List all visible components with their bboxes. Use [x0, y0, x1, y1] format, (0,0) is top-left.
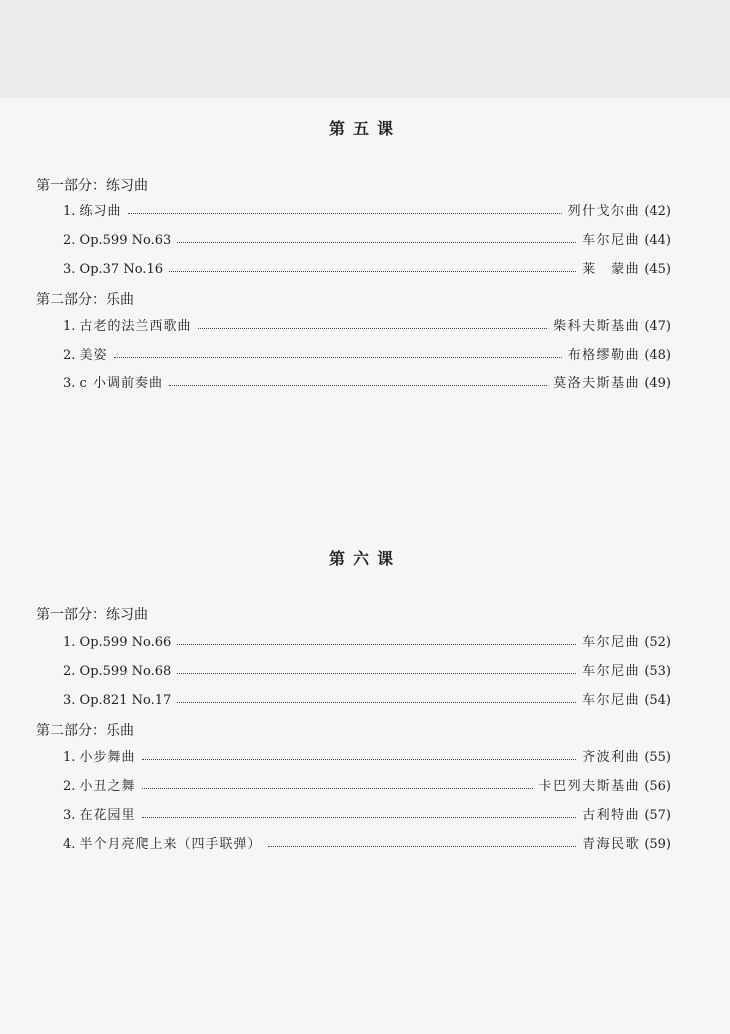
entry-number: 2. — [63, 348, 76, 363]
entry-page: (52) — [644, 635, 671, 650]
entry-title: Op.821 No.17 — [79, 693, 172, 708]
leader-dots — [114, 357, 562, 358]
leader-dots — [177, 644, 576, 645]
entry-number: 1. — [63, 635, 76, 650]
toc-entry[interactable] — [63, 804, 671, 824]
leader-dots — [177, 242, 576, 243]
toc-entry[interactable] — [63, 631, 671, 651]
entry-title: 半个月亮爬上来（四手联弹） — [79, 837, 262, 852]
entry-title: Op.599 No.66 — [79, 635, 172, 650]
entry-title: 古老的法兰西歌曲 — [79, 319, 192, 334]
entry-page: (53) — [644, 664, 671, 679]
entry-title: 练习曲 — [79, 204, 122, 219]
entry-number: 1. — [63, 319, 76, 334]
entry-composer: 柴科夫斯基曲 — [553, 319, 641, 334]
entry-page: (55) — [644, 750, 671, 765]
entry-composer: 列什戈尔曲 — [567, 204, 641, 219]
entry-composer: 卡巴列夫斯基曲 — [538, 779, 641, 794]
entry-page: (59) — [644, 837, 671, 852]
entry-page: (54) — [644, 693, 671, 708]
entry-number: 1. — [63, 204, 76, 219]
leader-dots — [169, 385, 547, 386]
entry-page: (48) — [644, 348, 671, 363]
leader-dots — [268, 846, 577, 847]
entry-composer: 车尔尼曲 — [582, 664, 641, 679]
entry-number: 3. — [63, 376, 76, 391]
section-heading: 第一部分：练习曲 — [36, 607, 148, 623]
entry-number: 3. — [63, 808, 76, 823]
toc-entry[interactable] — [63, 833, 671, 853]
toc-entry[interactable] — [63, 689, 671, 709]
entry-composer: 布格缪勒曲 — [567, 348, 641, 363]
entry-composer: 车尔尼曲 — [582, 693, 641, 708]
entry-number: 4. — [63, 837, 76, 852]
entry-page: (57) — [644, 808, 671, 823]
section-heading: 第二部分：乐曲 — [36, 292, 134, 308]
entry-number: 2. — [63, 664, 76, 679]
lesson-title: 第六课 — [328, 549, 401, 568]
entry-composer: 车尔尼曲 — [582, 233, 641, 248]
toc-entry[interactable] — [63, 258, 671, 278]
scan-shadow — [0, 0, 730, 98]
leader-dots — [128, 213, 562, 214]
entry-composer: 古利特曲 — [582, 808, 641, 823]
entry-page: (56) — [644, 779, 671, 794]
entry-number: 2. — [63, 233, 76, 248]
entry-composer: 车尔尼曲 — [582, 635, 641, 650]
section-heading: 第一部分：练习曲 — [36, 178, 148, 194]
entry-title: Op.599 No.63 — [79, 233, 172, 248]
toc-entry[interactable] — [63, 660, 671, 680]
entry-title: 小丑之舞 — [79, 779, 136, 794]
toc-entry[interactable] — [63, 315, 671, 335]
toc-entry[interactable] — [63, 344, 671, 364]
entry-composer: 莱 蒙曲 — [582, 262, 641, 277]
leader-dots — [142, 817, 577, 818]
entry-title: 在花园里 — [79, 808, 136, 823]
leader-dots — [169, 271, 576, 272]
entry-title: Op.599 No.68 — [79, 664, 172, 679]
entry-number: 3. — [63, 693, 76, 708]
entry-page: (47) — [644, 319, 671, 334]
toc-entry[interactable] — [63, 200, 671, 220]
toc-entry[interactable] — [63, 746, 671, 766]
entry-page: (45) — [644, 262, 671, 277]
entry-number: 3. — [63, 262, 76, 277]
toc-entry[interactable] — [63, 229, 671, 249]
entry-composer: 莫洛夫斯基曲 — [553, 376, 641, 391]
leader-dots — [177, 673, 576, 674]
entry-number: 2. — [63, 779, 76, 794]
entry-composer: 齐波利曲 — [582, 750, 641, 765]
toc-entry[interactable] — [63, 372, 671, 392]
entry-page: (42) — [644, 204, 671, 219]
entry-page: (44) — [644, 233, 671, 248]
leader-dots — [198, 328, 548, 329]
entry-title: c 小调前奏曲 — [79, 376, 163, 391]
leader-dots — [142, 788, 533, 789]
entry-title: Op.37 No.16 — [79, 262, 163, 277]
toc-entry[interactable] — [63, 775, 671, 795]
leader-dots — [142, 759, 577, 760]
entry-title: 美姿 — [79, 348, 108, 363]
section-heading: 第二部分：乐曲 — [36, 723, 134, 739]
lesson-title: 第五课 — [328, 119, 401, 138]
entry-page: (49) — [644, 376, 671, 391]
entry-title: 小步舞曲 — [79, 750, 136, 765]
leader-dots — [177, 702, 576, 703]
entry-number: 1. — [63, 750, 76, 765]
entry-composer: 青海民歌 — [582, 837, 641, 852]
